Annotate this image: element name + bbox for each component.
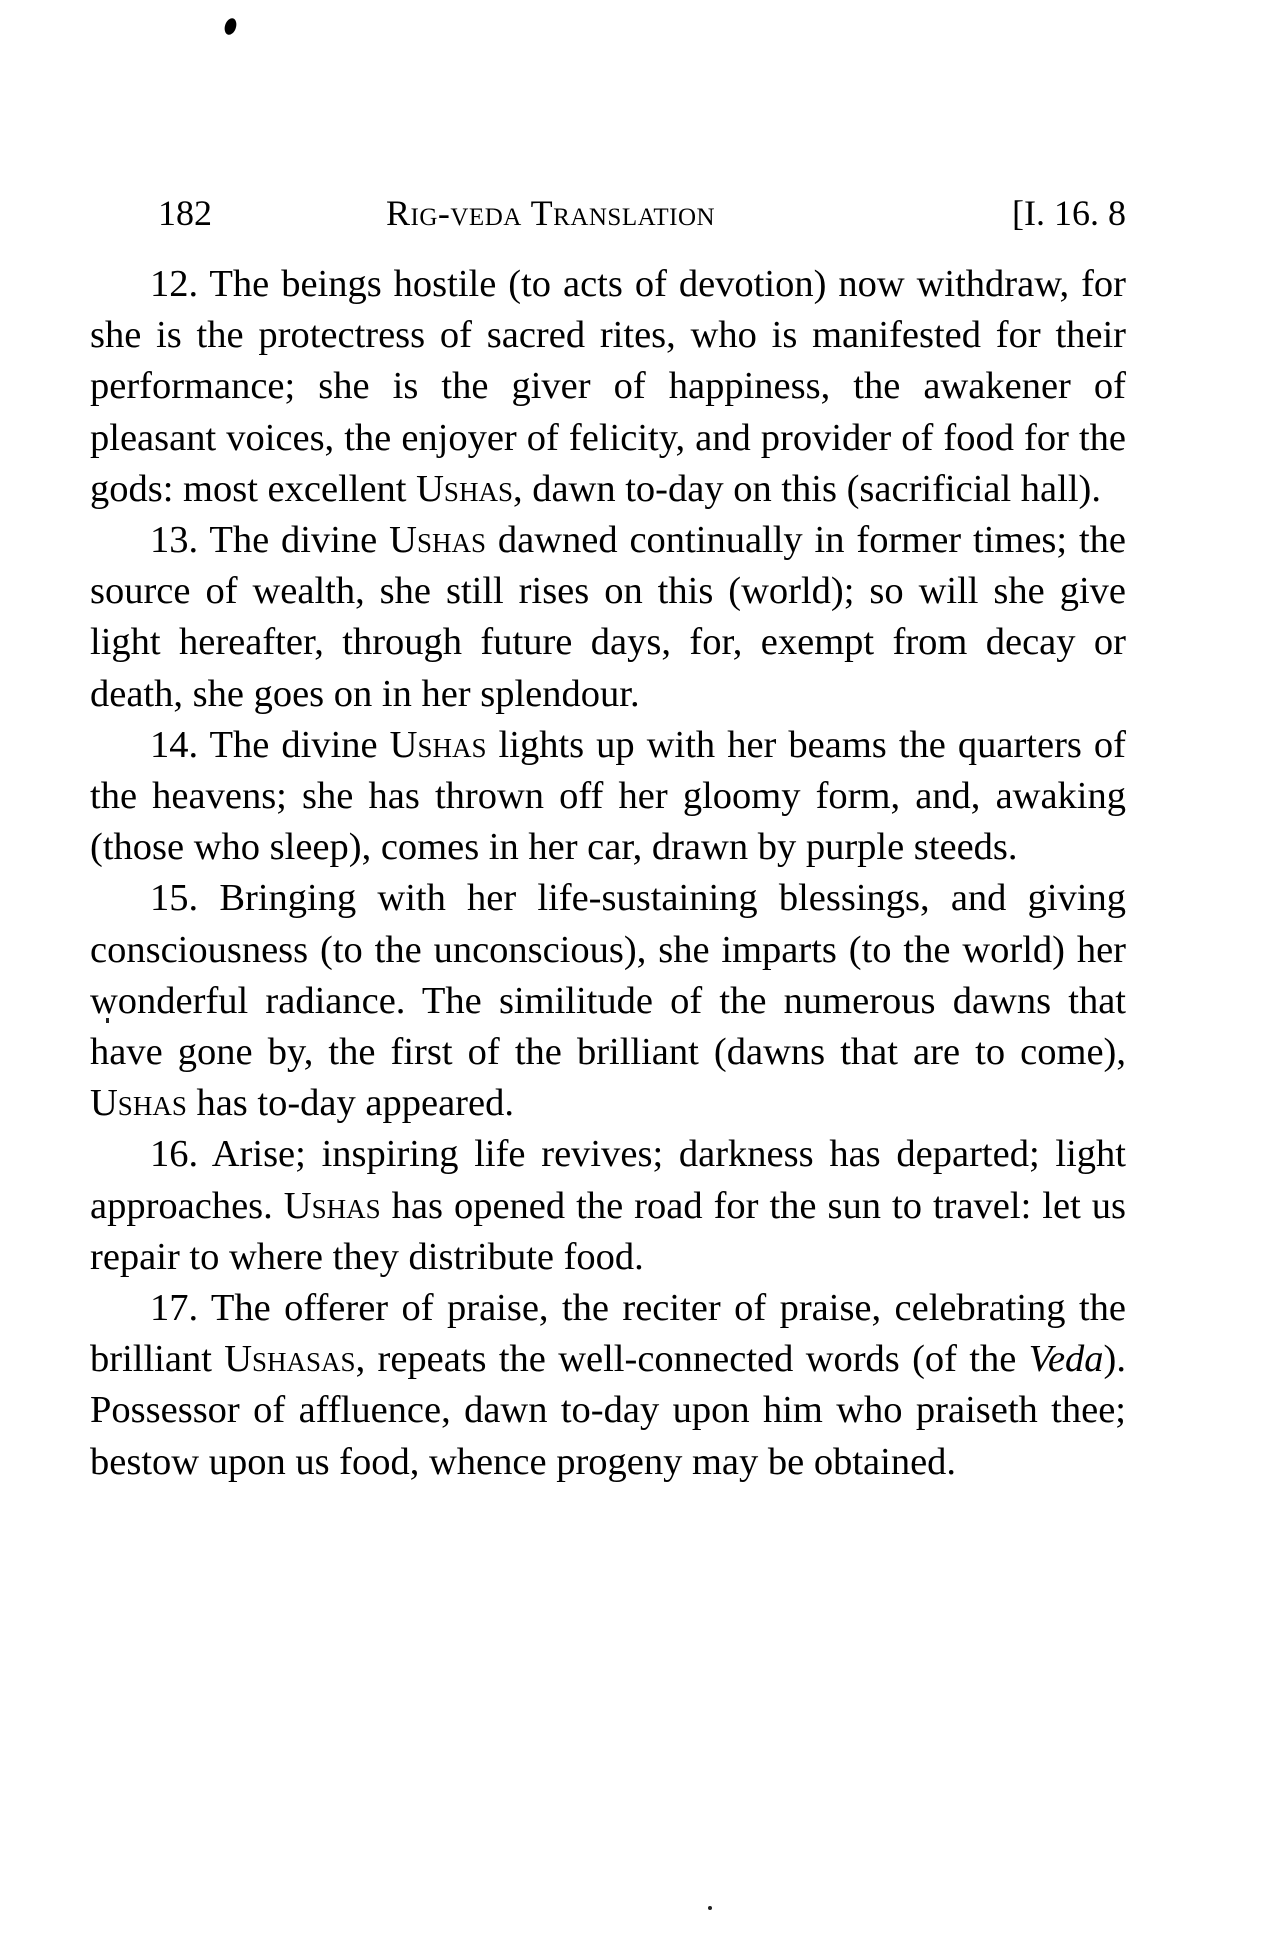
verse-number: 12. [150,263,199,305]
verse-number: 15. [150,877,199,920]
deity-name: Ushas [389,723,487,766]
verse-number: 13. [150,519,199,562]
page-number: 182 [158,193,212,233]
deity-name: Ushas [90,1082,187,1125]
running-head [158,188,1126,238]
verse-paragraph-12: 12. The beings hostile (to acts of devotion) now withdraw, for she is the protectress of sacred rites, who is manifested for their performance; she is the giver of happiness, the awakener of pleasant voices, the enjoyer of felicity, and provider of food for the gods: most excellent Ushas, dawn to-day on this (sacrificial hall). [90,263,1126,510]
running-title: Rig-veda Translation [386,193,716,233]
verse-number: 16. [150,1133,199,1176]
section-reference: [I. 16. 8 [1012,193,1126,233]
verse-paragraph-16: 16. Arise; inspiring life revives; darkness has departed; light approaches. Ushas has opened the road for the sun to travel: let us repair to where they distribute food. [90,1133,1127,1278]
verse-paragraph-15: 15. Bringing with her life-sustaining blessings, and giving consciousness (to the unconscious), she imparts (to the world) her wonderful radiance. The similitude of the numerous dawns that have gone by, the first of the brilliant (dawns that are to come), Ushas has to-day appeared. [90,877,1126,1125]
ink-mark [223,17,239,37]
verse-number: 17. [150,1287,199,1330]
deity-name: Ushas [389,519,486,562]
verse-paragraph-14: 14. The divine Ushas lights up with her beams the quarters of the heavens; she has thrown off her gloomy form, and, awaking (those who sleep), comes in her car, drawn by purple steeds. [90,723,1127,869]
deity-name: Ushas [416,467,513,510]
deity-name: Ushas [283,1184,381,1227]
verse-number: 14. [150,723,199,766]
verse-paragraph-13: 13. The divine Ushas dawned continually in former times; the source of wealth, she still rises on this (world); so will she give light hereafter, through future days, for, exempt from decay or death, she goes on in her splendour. [90,519,1127,715]
deity-name: Ushasas [224,1338,356,1381]
italic-title: Veda [1028,1338,1104,1381]
verse-text [90,259,1126,1488]
ink-mark-bottom [708,1906,712,1910]
verse-paragraph-17: 17. The offerer of praise, the reciter of praise, celebrating the brilliant Ushasas, repeats the well-connected words (of the Veda). Possessor of affluence, dawn to-day upon him who praiseth thee; bestow upon us food, whence progeny may be obtained. [90,1287,1126,1483]
